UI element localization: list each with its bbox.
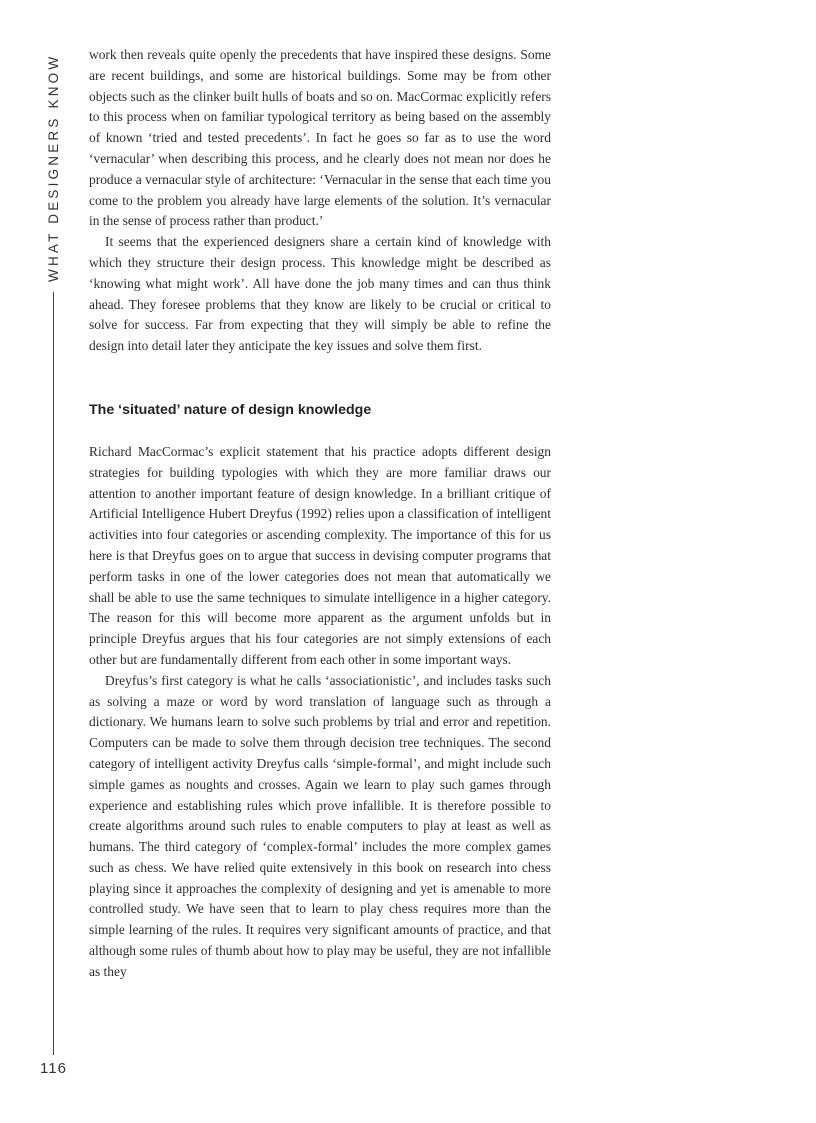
paragraph-knowing-what-might-work: It seems that the experienced designers share a certain kind of knowledge with which they structure their design process. This knowledge might be described as ‘knowing what might work’. All have done the job many times and can thus think ahead. They foresee problems that they know are likely to be crucial or critical to solve for success. Far from expecting that they will simply be able to refine the design into detail later they anticipate the key issues and solve them first. bbox=[89, 234, 551, 354]
page-number: 116 bbox=[40, 1060, 67, 1077]
running-head-text: WHAT DESIGNERS KNOW bbox=[45, 53, 61, 282]
body-text bbox=[89, 45, 551, 983]
paragraph-dreyfus-classification: Richard MacCormac’s explicit statement that his practice adopts different design strategies for building typologies with which they are more familiar draws our attention to another important feature of design knowledge. In a brilliant critique of Artificial Intelligence Hubert Dreyfus (1992) relies upon a classification of intelligent activities into four categories or ascending complexity. The importance of this for us here is that Dreyfus goes on to argue that success in devising computer programs that perform tasks in one of the lower categories does not mean that automatically we shall be able to use the same techniques to simulate intelligence in a higher category. The reason for this will become more apparent as the argument unfolds but in principle Dreyfus argues that his four categories are not simply extensions of each other but are fundamentally different from each other in some important ways. bbox=[89, 443, 551, 667]
margin-rule bbox=[53, 292, 54, 1055]
running-head bbox=[44, 52, 62, 282]
paragraph-dreyfus-categories: Dreyfus’s first category is what he calls ‘associationistic’, and includes tasks such as solving a maze or word by word translation of language such as through a dictionary. We humans learn to solve such problems by trial and error and repetition. Computers can be made to solve them through decision tree techniques. The second category of intelligent activity Dreyfus calls ‘simple-formal’, and might include such simple games as noughts and crosses. Again we learn to play such games through experience and establishing rules which prove infallible. It is therefore possible to create algorithms around such rules to enable computers to play at least as well as humans. The third category of ‘complex-formal’ includes the more complex games such as chess. We have relied quite extensively in this book on research into chess playing since it approaches the complexity of designing and yet is amenable to more controlled study. We have seen that to learn to play chess requires more than the simple learning of the rules. It requires very significant amounts of practice, and that although some rules of thumb about how to play may be useful, they are not infallible as they bbox=[89, 672, 551, 979]
paragraph-precedents: work then reveals quite openly the precedents that have inspired these designs. Some are recent buildings, and some are historical buildings. Some may be from other objects such as the clinker built hulls of boats and so on. MacCormac explicitly refers to this process when on familiar typological territory as being based on the assembly of known ‘tried and tested precedents’. In fact he goes so far as to use the word ‘vernacular’ when describing this process, and he clearly does not mean nor does he produce a vernacular style of architecture: ‘Vernacular in the sense that each time you come to the problem you already have large elements of the solution. It’s vernacular in the sense of process rather than product.’ bbox=[89, 47, 551, 229]
section-heading: The ‘situated’ nature of design knowledge bbox=[89, 401, 372, 418]
